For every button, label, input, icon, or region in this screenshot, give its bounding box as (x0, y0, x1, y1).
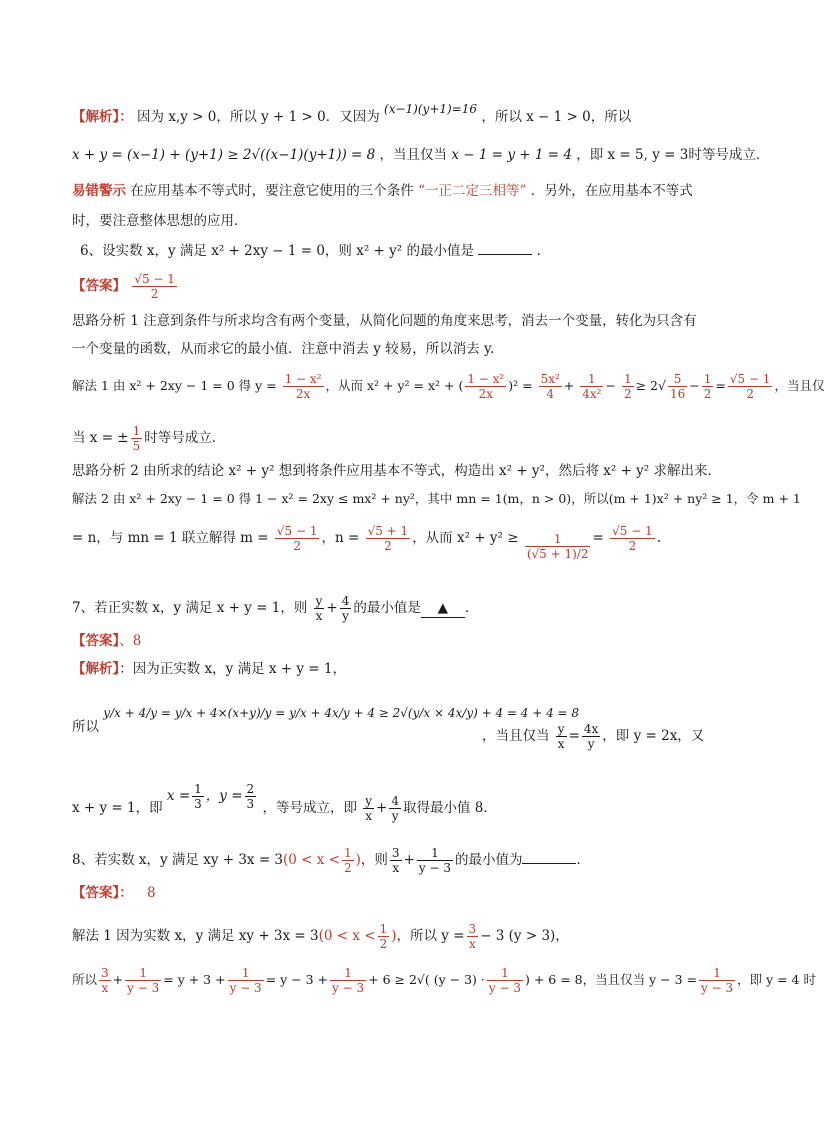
q8-sol-line1 (72, 922, 569, 951)
q6-sol2-line2-e: . (656, 530, 661, 546)
q7-question-a: 7、若正实数 x，y 满足 x + y = 1，则 (72, 600, 308, 616)
q8-last-frac4 (330, 966, 366, 995)
q6-sol1-line2-a: 当 x = ± (72, 430, 129, 446)
q7-last-xd: 3 (194, 797, 202, 811)
q5-eq3: x − 1 = y + 1 = 4 (451, 147, 572, 163)
q6-sol1-frac4 (580, 372, 603, 401)
q8-sol-line2 (72, 966, 816, 995)
q7-analysis-label: 【解析】 (72, 661, 120, 677)
q6-sol1-d: + (563, 378, 575, 393)
q8-answer-blank[interactable] (522, 851, 576, 864)
q6-sol1-frac2 (465, 372, 506, 401)
q6-answer-blank[interactable] (478, 242, 532, 255)
q6-sol2-r-d: (√5 + 1)/2 (526, 547, 589, 561)
q8-question-c: 的最小值为 (454, 852, 523, 868)
q7-last-frac2 (389, 794, 401, 823)
q6-sol2-s-frac (610, 524, 655, 553)
q5-text2: ，所以 x − 1 > 0，所以 (481, 109, 632, 125)
q6-sol1-f1n: 1 − x² (284, 372, 322, 386)
q6-sol2-m-frac (275, 524, 320, 553)
q6-sol1-f1d: 2x (295, 387, 311, 401)
q8-last-f1n: 3 (101, 966, 109, 980)
q6-idea2-line (72, 462, 721, 480)
q7-last-line (72, 782, 497, 823)
q7-cond-b: = (568, 728, 580, 744)
q8-question (72, 846, 590, 875)
q8-last-frac6 (699, 966, 735, 995)
q6-sol1-frac3 (539, 372, 562, 401)
q7-triangle-icon: ▲ (437, 600, 449, 616)
q8-sol-yfrac (467, 922, 479, 951)
q8-cond-frac (342, 846, 354, 875)
q8-sol-yn: 3 (468, 922, 477, 936)
q8-sol-cd: 2 (379, 937, 388, 951)
q8-f1d: x (392, 861, 400, 875)
q6-ans-num: √5 − 1 (134, 272, 175, 286)
q7-last-xfrac (192, 782, 204, 811)
q7-analysis-line (72, 660, 346, 678)
q7-q-frac1 (314, 594, 325, 623)
q8-cond: (0 < x < (283, 852, 340, 868)
q6-sol1-f7d: 2 (703, 387, 712, 401)
q6-sol2-line1-text: 解法 2 由 x² + 2xy − 1 = 0 得 1 − x² = 2xy ≤ mx² + ny²，其中 mn = 1(m，n > 0)，所以(m + 1)x² + ny² ≥ 1，令 m + 1 (72, 491, 801, 506)
q7-q-f2n: 4 (341, 594, 350, 608)
q7-cond-frac2 (582, 722, 600, 751)
q6-sol1-line2-b: 时等号成立． (144, 430, 226, 446)
q5-solution-label: 【解析】： (72, 109, 133, 125)
q6-sol1-f2n: 1 − x² (467, 372, 505, 386)
q8-frac1 (390, 846, 402, 875)
warning-quote: “一正二定三相等” (418, 183, 527, 199)
q8-last-e5: ，即 y = 4 时 (737, 972, 816, 987)
q6-sol2-line2-d: = (592, 530, 604, 546)
q8-last-frac3 (228, 966, 264, 995)
q6-idea2-text: 思路分析 2 由所求的结论 x² + y² 想到将条件应用基本不等式，构造出 x² + y²，然后将 x² + y² 求解出来． (72, 463, 722, 479)
q6-sol1-frac8 (728, 372, 773, 401)
q6-sol2-m-n: √5 − 1 (276, 524, 318, 538)
q6-sol1-f8d: 2 (746, 387, 754, 401)
q5-solution-line2 (72, 146, 769, 164)
q6-sol1-h: = (715, 378, 726, 393)
q8-sol-yd: x (468, 937, 476, 951)
q7-q-f1d: x (315, 609, 323, 623)
q8-sol-b: ，所以 y = (396, 928, 465, 944)
q6-sol1-frac6 (668, 372, 687, 401)
q7-last-d: 取得最小值 8． (402, 800, 497, 816)
q7-q-frac2 (340, 594, 352, 623)
q6-sol1-f3d: 4 (546, 387, 554, 401)
q6-answer-fraction (132, 272, 177, 301)
q5-text3: ，当且仅当 (379, 147, 448, 163)
q6-sol1-f6d: 16 (669, 387, 686, 401)
q8-cond-end: ) (355, 852, 361, 868)
q6-sol1-f5n: 1 (623, 372, 632, 386)
q8-f2n: 1 (417, 846, 453, 861)
q8-sol-a: 解法 1 因为实数 x，y 满足 xy + 3x = 3 (72, 928, 319, 944)
q8-plus: + (403, 852, 415, 868)
q7-cond-c: ，即 y = 2x，又 (602, 728, 705, 744)
q8-answer-line (72, 884, 156, 902)
q7-cond-frac1 (556, 722, 567, 751)
q7-answer-line (72, 632, 141, 650)
q6-sol1-frac7 (702, 372, 714, 401)
q7-cond-gn: 4x (583, 722, 599, 736)
q6-sol2-line2-a: = n，与 mn = 1 联立解得 m = (72, 530, 269, 546)
q6-sol2-line2-b: ，n = (321, 530, 360, 546)
q7-eq-main: y/x + 4/y = y/x + 4×(x+y)/y = y/x + 4x/y + 4 ≥ 2√(y/x × 4x/y) + 4 = 4 + 4 = 8 (103, 706, 580, 720)
q8-last-f3d: y − 3 (229, 981, 262, 995)
q5-eq2: x + y = (x−1) + (y+1) ≥ 2√((x−1)(y+1)) = 8 (72, 147, 376, 163)
q8-question-d: ． (576, 852, 590, 868)
q8-last-f5d: y − 3 (488, 981, 521, 995)
q6-sol1-f6n: 5 (668, 372, 687, 387)
q8-last-f6d: y − 3 (700, 981, 734, 995)
warning-text-c: 时，要注意整体思想的应用． (72, 213, 248, 229)
q6-sol2-m-d: 2 (293, 539, 301, 553)
q6-sol1-b: ，从而 x² + y² = x² + ( (325, 378, 464, 393)
q8-last-e1: = y + 3 + (163, 972, 226, 987)
q6-sol1-frac1 (283, 372, 324, 401)
q6-sol1-f7n: 1 (703, 372, 712, 386)
q7-last-b: ，等号成立，即 (262, 800, 357, 816)
q7-last-frac1 (363, 794, 374, 823)
q7-last-yd: 3 (246, 797, 255, 811)
q7-last-eq-b: ，y = (205, 788, 243, 804)
q8-last-frac1 (99, 966, 111, 995)
q7-cond-gd: y (587, 737, 595, 751)
q8-frac2 (417, 846, 453, 875)
q6-idea1-text2: 一个变量的函数，从而求它的最小值．注意中消去 y 较易，所以消去 y. (72, 341, 495, 357)
q6-sol1-f3n: 5x² (540, 372, 560, 386)
q8-last-f2n: 1 (125, 966, 161, 981)
q7-last-eq (166, 782, 263, 811)
q7-last-xn: 1 (194, 782, 202, 796)
q6-sol1-l2d: 5 (132, 439, 141, 453)
q8-sol-cn: 1 (379, 922, 388, 936)
q8-cond-d: 2 (344, 861, 352, 875)
q7-analysis-a: ：因为正实数 x，y 满足 x + y = 1， (119, 661, 346, 677)
q6-sol2-line2 (72, 524, 661, 561)
q8-last-f3n: 1 (228, 966, 264, 981)
q6-question (80, 242, 550, 260)
q6-sol1-f2d: 2x (478, 387, 493, 401)
q8-last-f4d: y − 3 (332, 981, 365, 995)
q6-question-text: 6、设实数 x，y 满足 x² + 2xy − 1 = 0，则 x² + y² 的最小值是 (80, 243, 474, 259)
q8-question-b: ，则 (360, 852, 388, 868)
q6-sol1-c: )² = (508, 378, 533, 393)
q7-question (72, 594, 478, 623)
q8-sol-c: − 3 (y > 3)， (480, 928, 569, 944)
q7-last-f2d: y (391, 809, 399, 823)
q6-question-end: ． (536, 243, 551, 259)
q6-sol1-a: 解法 1 由 x² + 2xy − 1 = 0 得 y = (72, 378, 277, 393)
q6-sol1-f: ≥ 2√ (635, 378, 666, 393)
q8-last-frac5 (487, 966, 523, 995)
warning-line1 (72, 182, 693, 200)
q5-text4: ，即 x = 5, y = 3时等号成立． (576, 147, 770, 163)
q7-last-f1d: x (365, 809, 373, 823)
q6-idea1-line1 (72, 312, 697, 330)
q8-sol-cond: (0 < x < (318, 928, 376, 944)
q6-idea1-line2 (72, 340, 494, 358)
q7-so: 所以 (72, 719, 99, 735)
warning-text-a: 在应用基本不等式时，要注意它使用的三个条件 (130, 183, 414, 199)
q6-sol1-i: ，当且仅 (774, 378, 824, 393)
q7-last-eq-a: x = (166, 788, 191, 804)
q7-question-b: + (326, 600, 338, 616)
q8-f2d: y − 3 (418, 861, 451, 875)
q7-last-f1n: y (365, 794, 373, 808)
q7-last-yn: 2 (246, 782, 255, 796)
q7-cond-fd: x (557, 737, 565, 751)
q8-answer-label: 【答案】： (72, 885, 133, 901)
q6-sol1-frac5 (622, 372, 634, 401)
q6-sol1-f4n: 1 (580, 372, 603, 387)
q6-idea1-text1: 思路分析 1 注意到条件与所求均含有两个变量，从简化问题的角度来思考，消去一个变量，转化为只含有 (72, 313, 697, 329)
q8-question-a: 8、若实数 x，y 满足 xy + 3x = 3 (72, 852, 284, 868)
q8-last-e4: ) + 6 = 8，当且仅当 y − 3 = (525, 972, 697, 987)
q7-answer-label: 【答案】 (72, 633, 120, 649)
q7-last-f2n: 4 (391, 794, 399, 808)
q8-f1n: 3 (391, 846, 400, 860)
q6-sol1-e: − (605, 378, 616, 393)
q7-cond-fn: y (557, 722, 565, 736)
q6-sol2-line2-c: ，从而 x² + y² ≥ (412, 530, 519, 546)
q6-sol1-f8n: √5 − 1 (729, 372, 771, 386)
q5-eq1: (x−1)(y+1)=16 (384, 102, 478, 116)
q8-answer: 8 (147, 885, 156, 901)
q7-last-yfrac (245, 782, 257, 811)
q5-solution-line1 (72, 102, 632, 126)
q8-last-f5n: 1 (487, 966, 523, 981)
q8-sol-cond-frac (378, 922, 390, 951)
q6-sol1-line2 (72, 424, 225, 453)
q7-cond-a: ，当且仅当 (482, 728, 550, 744)
q6-answer-label: 【答案】 (72, 278, 126, 294)
q8-last-p1: + (112, 972, 124, 987)
q5-text1: 因为 x,y > 0，所以 y + 1 > 0．又因为 (137, 109, 380, 125)
q6-sol2-r-n: 1 (525, 532, 591, 547)
q8-sol-cond-end: ) (391, 928, 397, 944)
q8-last-e3: + 6 ≥ 2√( (y − 3) · (368, 972, 485, 987)
q7-question-c: 的最小值是 (353, 600, 421, 616)
q7-q-f2d: y (342, 609, 349, 623)
q6-sol2-s-d: 2 (628, 539, 637, 553)
q6-sol1-l2-frac (131, 424, 143, 453)
q6-answer-line (72, 272, 179, 301)
q8-cond-n: 1 (344, 846, 352, 860)
q6-sol2-n-frac (366, 524, 411, 553)
q7-last-c: + (376, 800, 388, 816)
warning-line2 (72, 212, 248, 230)
q6-sol2-n-n: √5 + 1 (367, 524, 409, 538)
warning-label: 易错警示 (72, 183, 126, 199)
q6-sol2-n-d: 2 (384, 539, 392, 553)
q8-last-so: 所以 (72, 972, 98, 987)
q6-sol1-l2n: 1 (132, 424, 141, 438)
q7-q-f1n: y (315, 594, 323, 608)
q8-last-f1d: x (101, 981, 109, 995)
q6-sol1-f5d: 2 (623, 387, 632, 401)
q8-last-f4n: 1 (330, 966, 366, 981)
q8-last-frac2 (125, 966, 161, 995)
q6-sol2-line1 (72, 490, 801, 508)
q6-sol2-r-frac (525, 532, 591, 561)
warning-text-b: ．另外，在应用基本不等式 (530, 183, 693, 199)
q7-cond-line (482, 722, 704, 751)
q6-sol1-line1 (72, 372, 824, 401)
q6-ans-den: 2 (150, 287, 159, 301)
q7-answer: 、8 (119, 633, 142, 649)
q6-sol1-f4d: 4x² (582, 387, 602, 401)
q6-sol2-s-n: √5 − 1 (612, 524, 653, 538)
q7-last-a: x + y = 1，即 (72, 800, 163, 816)
q6-sol1-g: − (689, 378, 700, 393)
q8-last-f2d: y − 3 (127, 981, 160, 995)
q7-answer-blank[interactable] (421, 599, 465, 618)
q7-question-d: ． (464, 600, 479, 616)
q8-last-f6n: 1 (699, 966, 735, 981)
q8-last-e2: = y − 3 + (265, 972, 329, 987)
